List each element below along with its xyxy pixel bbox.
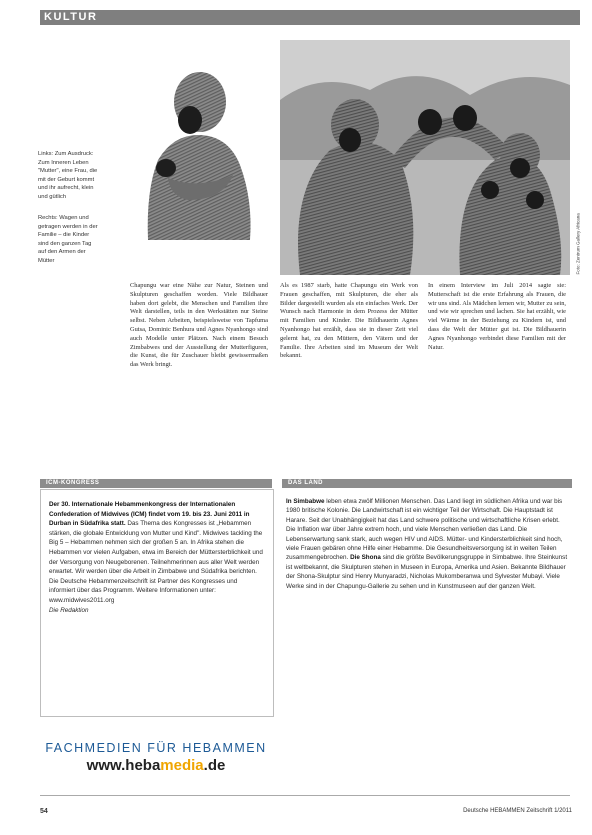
ad-url-heba: heba [125, 757, 161, 774]
land-text-shona: sind die größte Bevölkerungsgruppe in Simbabwe. Ihre Steinkunst ist weltbekannt, die Skulpturen stehen in Museen in Europa, Amerika und Asien. Bekannte Bildhauer der Shona-Skulptur sind Henry Munyaradzi, Nicholas Mukomberanwa und Sylvester Mubayi. Viele Werke sind in der Chapungu-Gallerie zu sehen und in Kunstmuseen auf der ganzen Welt. [286, 554, 568, 590]
land-section-label: DAS LAND [288, 480, 323, 486]
congress-box [40, 489, 274, 717]
ad-url-media: media [160, 757, 204, 774]
photo-credit [573, 175, 580, 275]
ad-url[interactable] [40, 757, 272, 774]
article-column-3 [428, 282, 566, 474]
ad-url-prefix: www. [86, 757, 126, 774]
land-text-lead: In Simbabwe [286, 498, 325, 505]
article-column-2-text: Als es 1987 starb, hatte Chapungu ein Werk von Frauen geschaffen, mit Skulpturen, die eher als Bilder dargestellt wurden als ein einfaches Werk. Der Wunsch nach Harmonie in dem Prozess der Mütter mit Familien und Kinder. Die Bildhauerin Agnes Nyanhongo hat erzählt, dass sie in dieser Zeit viel gelernt hat, zu den Müttern, den Vätern und der Familie. Ihre Arbeiten sind im Museum der Welt bekannt. [280, 282, 418, 360]
congress-section-label: ICM-KONGRESS [46, 480, 100, 486]
publication-name: Deutsche HEBAMMEN Zeitschrift 1/2011 [463, 808, 572, 814]
sculpture-photo-right [280, 40, 570, 275]
footer-rule [40, 795, 570, 796]
section-header-bar [40, 10, 580, 25]
section-header-label: KULTUR [44, 11, 98, 23]
ad-banner[interactable] [40, 725, 272, 785]
congress-section-bar [40, 479, 272, 488]
article-column-1-text: Chapungu war eine Nähe zur Natur, Steinen und Skulpturen geschaffen worden. Viele Bildhauer haben dort gelebt, die Menschen und Familien ihre Welt darstellen, teils in den Werkstätten nur Steine selbst. Neben Arbeiten, beispielsweise von Tapfuma Gutsa, Dominic Benhura und Agnes Nyanhongo sind auch Modelle unter Plätzen. Nach einem Besuch Zimbabwes und der Ausstellung der Mutterfiguren, die Kunst, die für Zuschauer bleibt gewissermaßen das Werk bringt. [130, 282, 268, 369]
article-column-1 [130, 282, 268, 474]
congress-text-lead: Der 30. Internationale Hebammenkongress der Internationalen Confederation of Midwives (ICM) findet vom 19. bis 23. Juni 2011 in Durban in Südafrika statt. [49, 501, 250, 528]
congress-text-contact: Weitere Informationen unter: www.midwives2011.org [49, 587, 216, 604]
photo-caption-left: Links: Zum Ausdruck: Zum Inneren Leben "Mutter", eine Frau, die mit der Geburt kommt und ihr aufrecht, klein und gütlich [38, 151, 98, 200]
land-box [282, 489, 572, 789]
land-text-body: leben etwa zwölf Millionen Menschen. Das Land liegt im südlichen Afrika und war bis 1980 britische Kolonie. Die Landwirtschaft ist ein wichtiger Teil der Wirtschaft. Die Hauptstadt ist Harare. Seit der Unabhängigkeit hat das Land schwere politische und wirtschaftliche Krisen erlebt. Die Inflation war über Jahre extrem hoch, und viele Menschen verließen das Land. Die Lebenserwartung sank stark, auch wegen HIV und AIDS. Mütter- und Kindersterblichkeit sind hoch, viele Frauen gebären ohne Hilfe einer Hebamme. Die Gesundheitsversorgung ist in weiten Teilen zusammengebrochen. [286, 498, 563, 562]
land-text-shona-lead: Die Shona [350, 554, 381, 562]
congress-signature: Die Redaktion [49, 606, 89, 614]
land-section-bar [282, 479, 572, 488]
photo-caption-right: Rechts: Wagen und getragen werden in der Familie – die Kinder sind den ganzen Tag auf den Armen der Mütter [38, 215, 98, 264]
land-text [282, 489, 572, 591]
congress-text-body: Das Thema des Kongresses ist „Hebammen stärken, die globale Entwicklung von Mutter und Kind". Midwives tackling the Big 5 – Hebammen nehmen sich der großen 5 an. In Afrika stehen die Hebammen vor vielen Aufgaben, etwa im Bereich der Müttersterblichkeit und der Versorgung von Neugeborenen. Teilnehmerinnen aus aller Welt werden erwartet. Wir werden über die Arbeit in Zimbabwe und Südafrika berichten. Die Deutsche Hebammenzeitschrift ist Partner des Kongresses und informiert über das Programm. [49, 520, 263, 595]
photo-credit-text: Foto: Zentrum Gallery Africana [575, 213, 581, 275]
article-column-2 [280, 282, 418, 474]
ad-url-suffix: .de [203, 757, 226, 774]
ad-title: FACHMEDIEN FÜR HEBAMMEN [45, 741, 267, 755]
sculpture-photo-left [128, 40, 268, 240]
article-column-3-text: In einem Interview im Juli 2014 sagte sie: Mutterschaft ist die erste Erfahrung als Frauen, die wir uns sind. Als Mädchen lernen wir, Mutter zu sein, und wie wir sprechen und lachen. Sie hat erzählt, wie viel Wärme in der Beziehung zu Kindern ist, und dass die Welt der Mütter gut ist. Die Bildhauerin Agnes Nyanhongo verbindet diese Familien mit der Natur. [428, 282, 566, 351]
page-number: 54 [40, 808, 48, 815]
congress-text [41, 490, 273, 615]
